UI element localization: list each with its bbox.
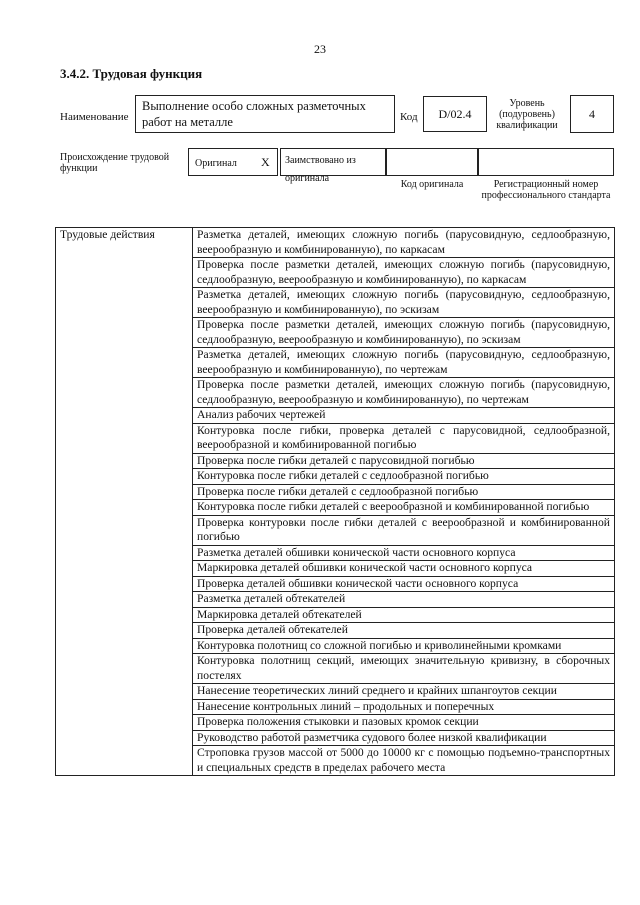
- labor-action-text: Анализ рабочих чертежей: [193, 408, 615, 424]
- labor-action-text: Строповка грузов массой от 5000 до 10000 кг с помощью подъемно-транспортных и специальных средств в пределах рабочего места: [193, 746, 615, 776]
- labor-action-text: Разметка деталей обшивки конической части основного корпуса: [193, 545, 615, 561]
- original-mark: X: [261, 155, 270, 169]
- labor-action-text: Маркировка деталей обтекателей: [193, 607, 615, 623]
- actions-label: Трудовые действия: [56, 228, 193, 776]
- labor-actions-table: [55, 227, 615, 776]
- original-cell: [188, 148, 278, 176]
- function-name-box: [135, 95, 395, 133]
- labor-action-text: Разметка деталей, имеющих сложную погибь (парусовидную, седлообразную, веерообразную и комбинированную), по каркасам: [193, 228, 615, 258]
- code-value-box: [423, 96, 487, 132]
- labor-action-text: Проверка после гибки деталей с парусовидной погибью: [193, 453, 615, 469]
- function-name-value: Выполнение особо сложных разметочных работ на металле: [142, 99, 366, 129]
- labor-action-text: Контуровка полотнищ со сложной погибью и криволинейными кромками: [193, 638, 615, 654]
- labor-action-text: Проверка после разметки деталей, имеющих сложную погибь (парусовидную, седлообразную, веерообразную и комбинированную), по чертежам: [193, 378, 615, 408]
- labor-action-text: Проверка после разметки деталей, имеющих сложную погибь (парусовидную, седлообразную, веерообразную и комбинированную), по эскизам: [193, 318, 615, 348]
- labor-action-text: Разметка деталей обтекателей: [193, 592, 615, 608]
- labor-action-text: Контуровка полотнищ секций, имеющих значительную кривизну, в сборочных постелях: [193, 654, 615, 684]
- code-original-caption: Код оригинала: [400, 179, 464, 190]
- labor-action-text: Проверка после разметки деталей, имеющих сложную погибь (парусовидную, седлообразную, веерообразную и комбинированную), по каркасам: [193, 258, 615, 288]
- borrowed-cell: [280, 148, 386, 184]
- labor-actions-body: [56, 228, 615, 776]
- name-label: Наименование: [60, 111, 129, 123]
- labor-action-text: Контуровка после гибки, проверка деталей с парусовидной, седлообразной, веерообразной и комбинированной погибью: [193, 423, 615, 453]
- labor-action-text: Контуровка после гибки деталей с веерообразной и комбинированной погибью: [193, 500, 615, 516]
- borrowed-label: Заимствовано из оригинала: [285, 155, 356, 184]
- code-label: Код: [400, 111, 418, 123]
- level-value: 4: [589, 106, 595, 121]
- level-value-box: [570, 95, 614, 133]
- level-label: Уровень (подуровень) квалификации: [496, 97, 558, 131]
- labor-action-text: Маркировка деталей обшивки конической части основного корпуса: [193, 561, 615, 577]
- labor-action-text: Нанесение контрольных линий – продольных и поперечных: [193, 699, 615, 715]
- labor-action-row: [56, 228, 615, 258]
- labor-action-text: Проверка деталей обшивки конической части основного корпуса: [193, 576, 615, 592]
- labor-action-text: Нанесение теоретических линий среднего и крайних шпангоутов секции: [193, 684, 615, 700]
- labor-action-text: Проверка положения стыковки и пазовых кромок секции: [193, 715, 615, 731]
- code-original-cell: [386, 148, 478, 176]
- labor-action-text: Разметка деталей, имеющих сложную погибь (парусовидную, седлообразную, веерообразную и комбинированную), по чертежам: [193, 348, 615, 378]
- labor-action-text: Проверка деталей обтекателей: [193, 623, 615, 639]
- labor-action-text: Проверка после гибки деталей с седлообразной погибью: [193, 484, 615, 500]
- labor-action-text: Разметка деталей, имеющих сложную погибь (парусовидную, седлообразную, веерообразную и комбинированную), по эскизам: [193, 288, 615, 318]
- labor-action-text: Руководство работой разметчика судового более низкой квалификации: [193, 730, 615, 746]
- original-label: Оригинал: [195, 158, 237, 169]
- reg-number-caption: Регистрационный номер профессионального стандарта: [481, 179, 611, 201]
- section-title: 3.4.2. Трудовая функция: [60, 66, 203, 81]
- page-number: 23: [314, 42, 326, 56]
- labor-action-text: Проверка контуровки после гибки деталей с веерообразной и комбинированной погибью: [193, 515, 615, 545]
- reg-number-cell: [478, 148, 614, 176]
- origin-label: Происхождение трудовой функции: [60, 152, 170, 174]
- code-value: D/02.4: [438, 106, 472, 121]
- labor-action-text: Контуровка после гибки деталей с седлообразной погибью: [193, 469, 615, 485]
